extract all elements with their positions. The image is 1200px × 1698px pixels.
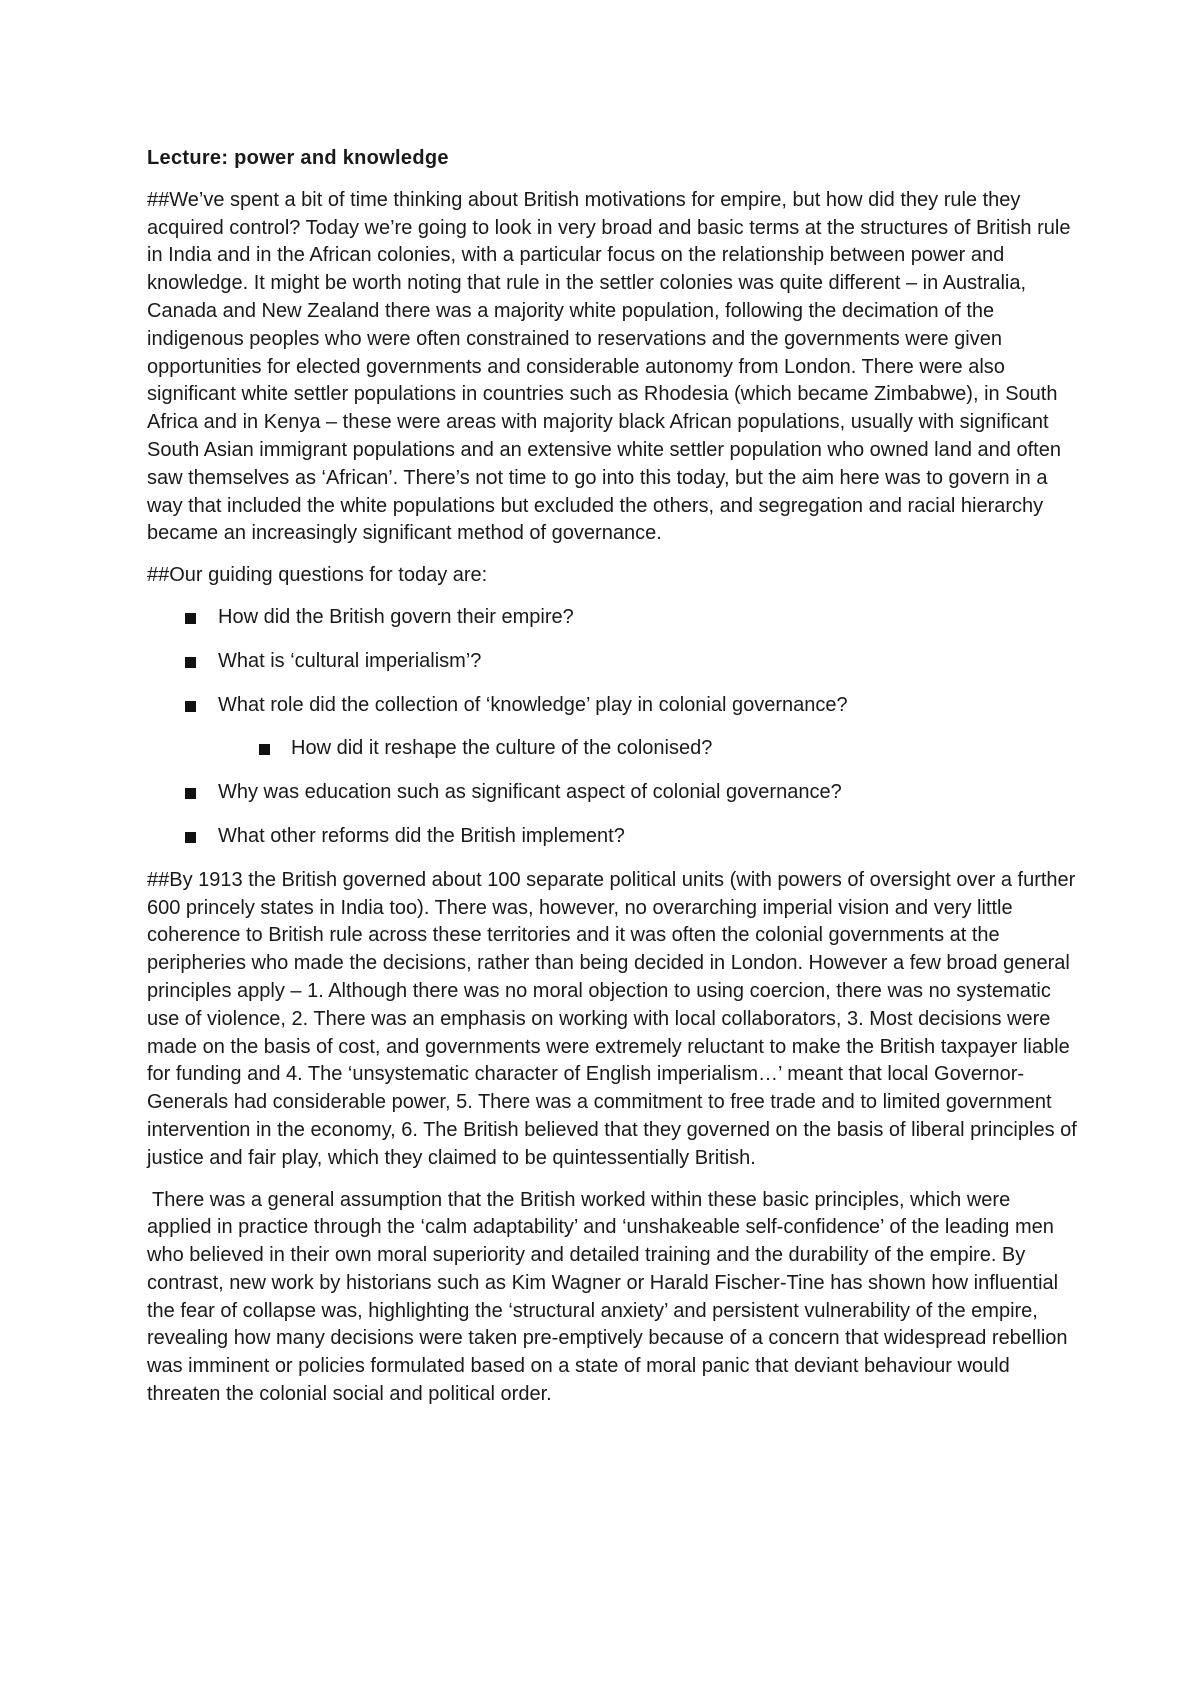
- list-item: [147, 823, 1077, 851]
- list-item: [147, 779, 1077, 807]
- list-item: [147, 692, 1077, 720]
- intro-paragraph: ##We’ve spent a bit of time thinking about British motivations for empire, but how did they rule they acquired control? Today we’re going to look in very broad and basic terms at the structures of British rule in India and in the African colonies, with a particular focus on the relationship between power and knowledge. It might be worth noting that rule in the settler colonies was quite different – in Australia, Canada and New Zealand there was a majority white population, following the decimation of the indigenous peoples who were often constrained to reservations and the governments were given opportunities for elected governments and considerable autonomy from London. There were also significant white settler populations in countries such as Rhodesia (which became Zimbabwe), in South Africa and in Kenya – these were areas with majority black African populations, usually with significant South Asian immigrant populations and an extensive white settler population who owned land and often saw themselves as ‘African’. There’s not time to go into this today, but the aim here was to govern in a way that included the white populations but excluded the others, and segregation and racial hierarchy became an increasingly significant method of governance.: [147, 188, 1071, 545]
- document-page: [147, 145, 1077, 1423]
- square-bullet-icon: [185, 613, 196, 624]
- list-item: [147, 735, 1077, 763]
- question-text: How did the British govern their empire?: [218, 605, 574, 628]
- question-text: Why was education such as significant aspect of colonial governance?: [218, 781, 842, 804]
- square-bullet-icon: [185, 788, 196, 799]
- questions-intro: ##Our guiding questions for today are:: [147, 564, 488, 587]
- question-text: What role did the collection of ‘knowledge’ play in colonial governance?: [218, 693, 848, 716]
- question-text: What is ‘cultural imperialism’?: [218, 649, 482, 672]
- paragraph-1913: ##By 1913 the British governed about 100 separate political units (with powers of oversight over a further 600 princely states in India too). There was, however, no overarching imperial vision and very little coherence to British rule across these territories and it was often the colonial governments at the peripheries who made the decisions, rather than being decided in London. However a few broad general principles apply – 1. Although there was no moral objection to using coercion, there was no systematic use of violence, 2. There was an emphasis on working with local collaborators, 3. Most decisions were made on the basis of cost, and governments were extremely reluctant to make the British taxpayer liable for funding and 4. The ‘unsystematic character of English imperialism…’ meant that local Governor-Generals had considerable power, 5. There was a commitment to free trade and to limited government intervention in the economy, 6. The British believed that they governed on the basis of liberal principles of justice and fair play, which they claimed to be quintessentially British.: [147, 868, 1077, 1169]
- paragraph-assumption: There was a general assumption that the British worked within these basic principles, which were applied in practice through the ‘calm adaptability’ and ‘unshakeable self-confidence’ of the leading men who believed in their own moral superiority and detailed training and the durability of the empire. By contrast, new work by historians such as Kim Wagner or Harald Fischer-Tine has shown how influential the fear of collapse was, highlighting the ‘structural anxiety’ and persistent vulnerability of the empire, revealing how many decisions were taken pre-emptively because of a concern that widespread rebellion was imminent or policies formulated based on a state of moral panic that deviant behaviour would threaten the colonial social and political order.: [147, 1188, 1068, 1406]
- list-item: [147, 604, 1077, 632]
- square-bullet-icon: [185, 701, 196, 712]
- square-bullet-icon: [259, 744, 270, 755]
- question-text: What other reforms did the British implement?: [218, 824, 625, 847]
- question-text: How did it reshape the culture of the colonised?: [291, 737, 713, 760]
- square-bullet-icon: [185, 657, 196, 668]
- list-item: [147, 648, 1077, 676]
- guiding-questions-list: [147, 604, 1077, 851]
- document-title: Lecture: power and knowledge: [147, 147, 449, 169]
- square-bullet-icon: [185, 832, 196, 843]
